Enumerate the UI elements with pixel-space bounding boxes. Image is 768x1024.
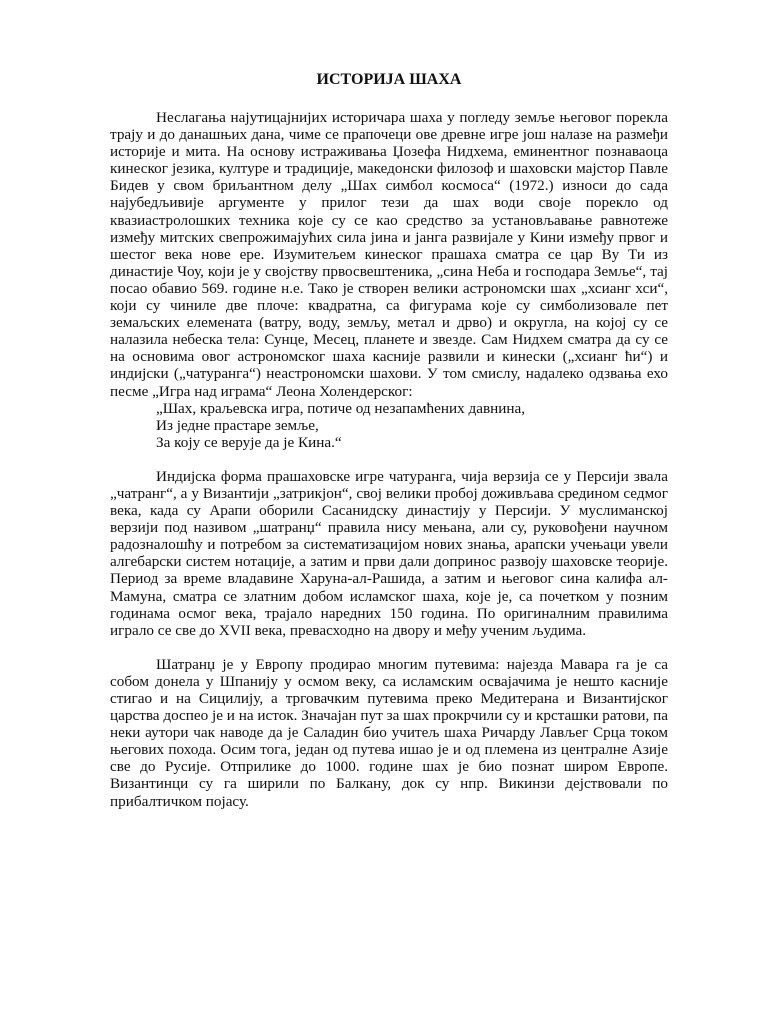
poem-line-2: Из једне прастаре земље,	[156, 416, 319, 434]
paragraph-europe: Шатранџ је у Европу продирао многим путевима: најезда Мавара га је са собом донела у Шпанију у осмом веку, са исламским освајачима је нешто касније стигао и на Сицилију, а трговачким путевима преко Медитерана и Византијског царства доспео је и на исток. Значајан пут за шах прокрчили су и крсташки ратови, па неки аутори чак наводе да је Саладин био учитељ шаха Ричарду Лављег Срца током његових похода. Осим тога, један од путева ишао је и од племена из централне Азије све до Русије. Отприлике до 1000. године шах је био познат широм Европе. Византинци су га ширили по Балкану, док су нпр. Викинзи дејствовали по прибалтичком појасу.	[110, 655, 668, 810]
document-title: ИСТОРИЈА ШАХА	[316, 71, 462, 88]
poem-quote	[110, 400, 668, 451]
document-page	[110, 70, 668, 810]
poem-line-1: „Шах, краљевска игра, потиче од незапамћених давнина,	[156, 399, 526, 417]
paragraph-origins: Неслагања најутицајнијих историчара шаха у погледу земље његовог порекла трају и до данашњих дана, чиме се прапочеци ове древне игре још налазе на размеђи историје и мита. На основу истраживања Џозефа Нидхема, еминентног познаваоца кинеског језика, културе и традиције, македонски филозоф и шаховски мајстор Павле Бидев у свом бриљантном делу „Шах симбол космоса“ (1972.) износи до сада најубедљивије аргументе у прилог тези да шах води своје порекло од квазиастролошких техника које су се као средство за установљавање равнотеже између митских свепрожимајућих сила јина и јанга развијале у Кини између првог и шестог века нове ере. Изумитељем кинеског прашаха сматра се цар Ву Ти из династије Чоу, који је у својству првосвештеника, „сина Неба и господара Земље“, тај посао обавио 569. године н.е. Тако је створен велики астрономски шах „хсианг хси“, који су чиниле две плоче: квадратна, са фигурама које су симболизовале пет земаљских елемената (ватру, воду, земљу, метал и дрво) и округла, на којој су се налазила небеска тела: Сунце, Месец, планете и звезде. Сам Нидхем сматра да су се на основима овог астрономског шаха касније развили и кинески („хсианг ћи“) и индијски („чатуранга“) неастрономски шахови. У том смислу, надалеко одзвања ехо песме „Игра над играма“ Леона Холендерског:	[110, 109, 668, 400]
paragraph-indian-arab: Индијска форма прашаховске игре чатуранга, чија верзија се у Персији звала „чатранг“, а у Византији „затрикјон“, свој велики пробој доживљава средином седмог века, када су Арапи оборили Сасанидску династију у Персији. У муслиманској верзији под називом „шатранџ“ правила нису мењана, али су, руковођени научном радозналошћу и потребом за систематизацијом нових знања, арапски учењаци увели алгебарски систем нотације, а затим и први дали допринос развоју шаховске теорије. Период за време владавине Харуна-ал-Рашида, а затим и његовог сина калифа ал-Мамуна, сматра се златним добом исламског шаха, које је, са почетком у позним годинама осмог века, трајало наредних 150 година. По оригиналним правилима играло се све до XVII века, превасходно на двору и међу ученим људима.	[110, 467, 668, 639]
poem-line-3: За коју се верује да је Кина.“	[156, 433, 342, 451]
